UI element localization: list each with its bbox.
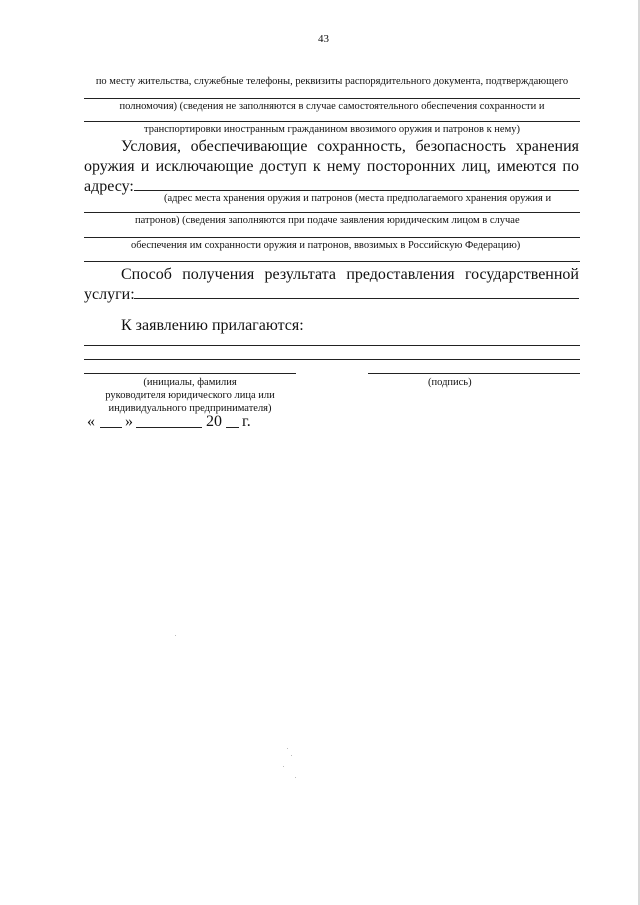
applicant-hint-line-2: полномочия) (сведения не заполняются в случае самостоятельного обеспечения сохранности и (119, 101, 545, 112)
name-hint-line-3: индивидуального предпринимателя) (108, 403, 272, 414)
attachments-label: К заявлению прилагаются: (121, 317, 304, 334)
scan-speck (287, 748, 288, 749)
result-method-line-1: Способ получения результата предоставления государственной (121, 266, 579, 283)
name-field[interactable] (84, 373, 296, 374)
page-number: 43 (318, 33, 329, 45)
result-method-field[interactable] (134, 298, 579, 299)
service-label: услуги: (84, 286, 135, 303)
address-label: адресу: (84, 178, 134, 195)
scan-speck (291, 755, 292, 756)
date-day-field[interactable] (100, 427, 122, 428)
date-year-field[interactable] (226, 427, 239, 428)
address-hint-line-2: патронов) (сведения заполняются при подаче заявления юридическим лицом в случае (135, 215, 520, 226)
fill-line[interactable] (84, 212, 580, 213)
applicant-hint-line-1: по месту жительства, служебные телефоны, реквизиты распорядительного документа, подтверждающего (95, 76, 569, 87)
attachments-field-2[interactable] (84, 359, 580, 360)
signature-field[interactable] (368, 373, 580, 374)
name-hint-line-1: (инициалы, фамилия (143, 377, 237, 388)
scan-speck (295, 777, 296, 778)
attachments-field-1[interactable] (84, 345, 580, 346)
fill-line (84, 121, 580, 122)
address-hint-line-3: обеспечения им сохранности оружия и патронов, ввозимых в Российскую Федерацию) (131, 240, 521, 251)
applicant-hint-line-3: транспортировки иностранным гражданином ввозимого оружия и патронов к нему) (144, 124, 520, 135)
date-month-field[interactable] (136, 427, 202, 428)
name-hint-line-2: руководителя юридического лица или (105, 390, 275, 401)
fill-line[interactable] (84, 237, 580, 238)
scan-speck (175, 635, 176, 636)
date-year-prefix: 20 (206, 413, 222, 430)
storage-conditions-line-1: Условия, обеспечивающие сохранность, безопасность хранения (121, 138, 579, 155)
fill-line[interactable] (84, 261, 580, 262)
date-year-suffix: г. (242, 413, 251, 430)
fill-line (84, 98, 580, 99)
address-field[interactable] (134, 190, 579, 191)
date-close-quote: » (125, 413, 133, 430)
date-open-quote: « (87, 413, 95, 430)
address-hint-line-1: (адрес места хранения оружия и патронов (места предполагаемого хранения оружия и (164, 193, 552, 204)
scan-speck (283, 766, 284, 767)
storage-conditions-line-2: оружия и исключающие доступ к нему посторонних лиц, имеются по (84, 158, 579, 175)
signature-hint: (подпись) (428, 377, 472, 388)
